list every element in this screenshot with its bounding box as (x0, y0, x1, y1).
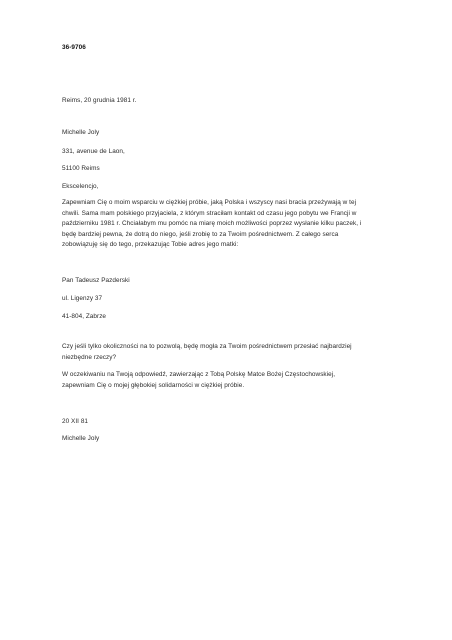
closing-date: 20 XII 81 (62, 418, 89, 425)
paragraph-2 (62, 342, 392, 363)
sender-name: Michelle Joly (62, 129, 100, 136)
paragraph-2-line: niezbędne rzeczy? (62, 353, 117, 361)
paragraph-1-line: zobowiązuję się do tego, przekazując Tobie adres jego matki: (62, 241, 239, 249)
paragraph-1-line: chwili. Sama mam polskiego przyjaciela, z którym straciłam kontakt od czasu jego pobytu we Francji w (62, 209, 357, 217)
paragraph-1-line: będę bardziej pewna, że dotrą do niego, jeśli zrobię to za Twoim pośrednictwem. Z całego serca (62, 230, 339, 238)
paragraph-3-line: zapewniam Cię o mojej głębokiej solidarności w ciężkiej próbie. (62, 381, 245, 389)
place-date: Reims, 20 grudnia 1981 r. (62, 97, 137, 104)
recipient-street: ul. Ligenzy 37 (62, 295, 103, 302)
recipient-city: 41-804, Zabrze (62, 313, 107, 320)
paragraph-1 (62, 198, 392, 251)
document-reference: 36-9706 (62, 44, 86, 51)
paragraph-3 (62, 370, 392, 391)
salutation: Ekscelencjo, (62, 183, 99, 190)
signature: Michelle Joly (62, 435, 100, 442)
recipient-name: Pan Tadeusz Pazderski (62, 277, 130, 284)
sender-street: 331, avenue de Laon, (62, 148, 125, 155)
paragraph-3-line: W oczekiwaniu na Twoją odpowiedź, zawierzając z Tobą Polskę Matce Bożej Częstochowskiej, (62, 371, 336, 378)
sender-city: 51100 Reims (62, 165, 100, 172)
paragraph-1-line: Zapewniam Cię o moim wsparciu w ciężkiej próbie, jaką Polska i wszyscy nasi bracia przeżywają w tej (62, 199, 357, 206)
paragraph-1-line: październiku 1981 r. Chciałabym mu pomóc na miarę moich możliwości poprzez wysłanie kilku paczek, i (62, 220, 362, 228)
paragraph-2-line: Czy jeśli tylko okoliczności na to pozwolą, będę mogła za Twoim pośrednictwem przesłać najbardziej (62, 343, 352, 350)
